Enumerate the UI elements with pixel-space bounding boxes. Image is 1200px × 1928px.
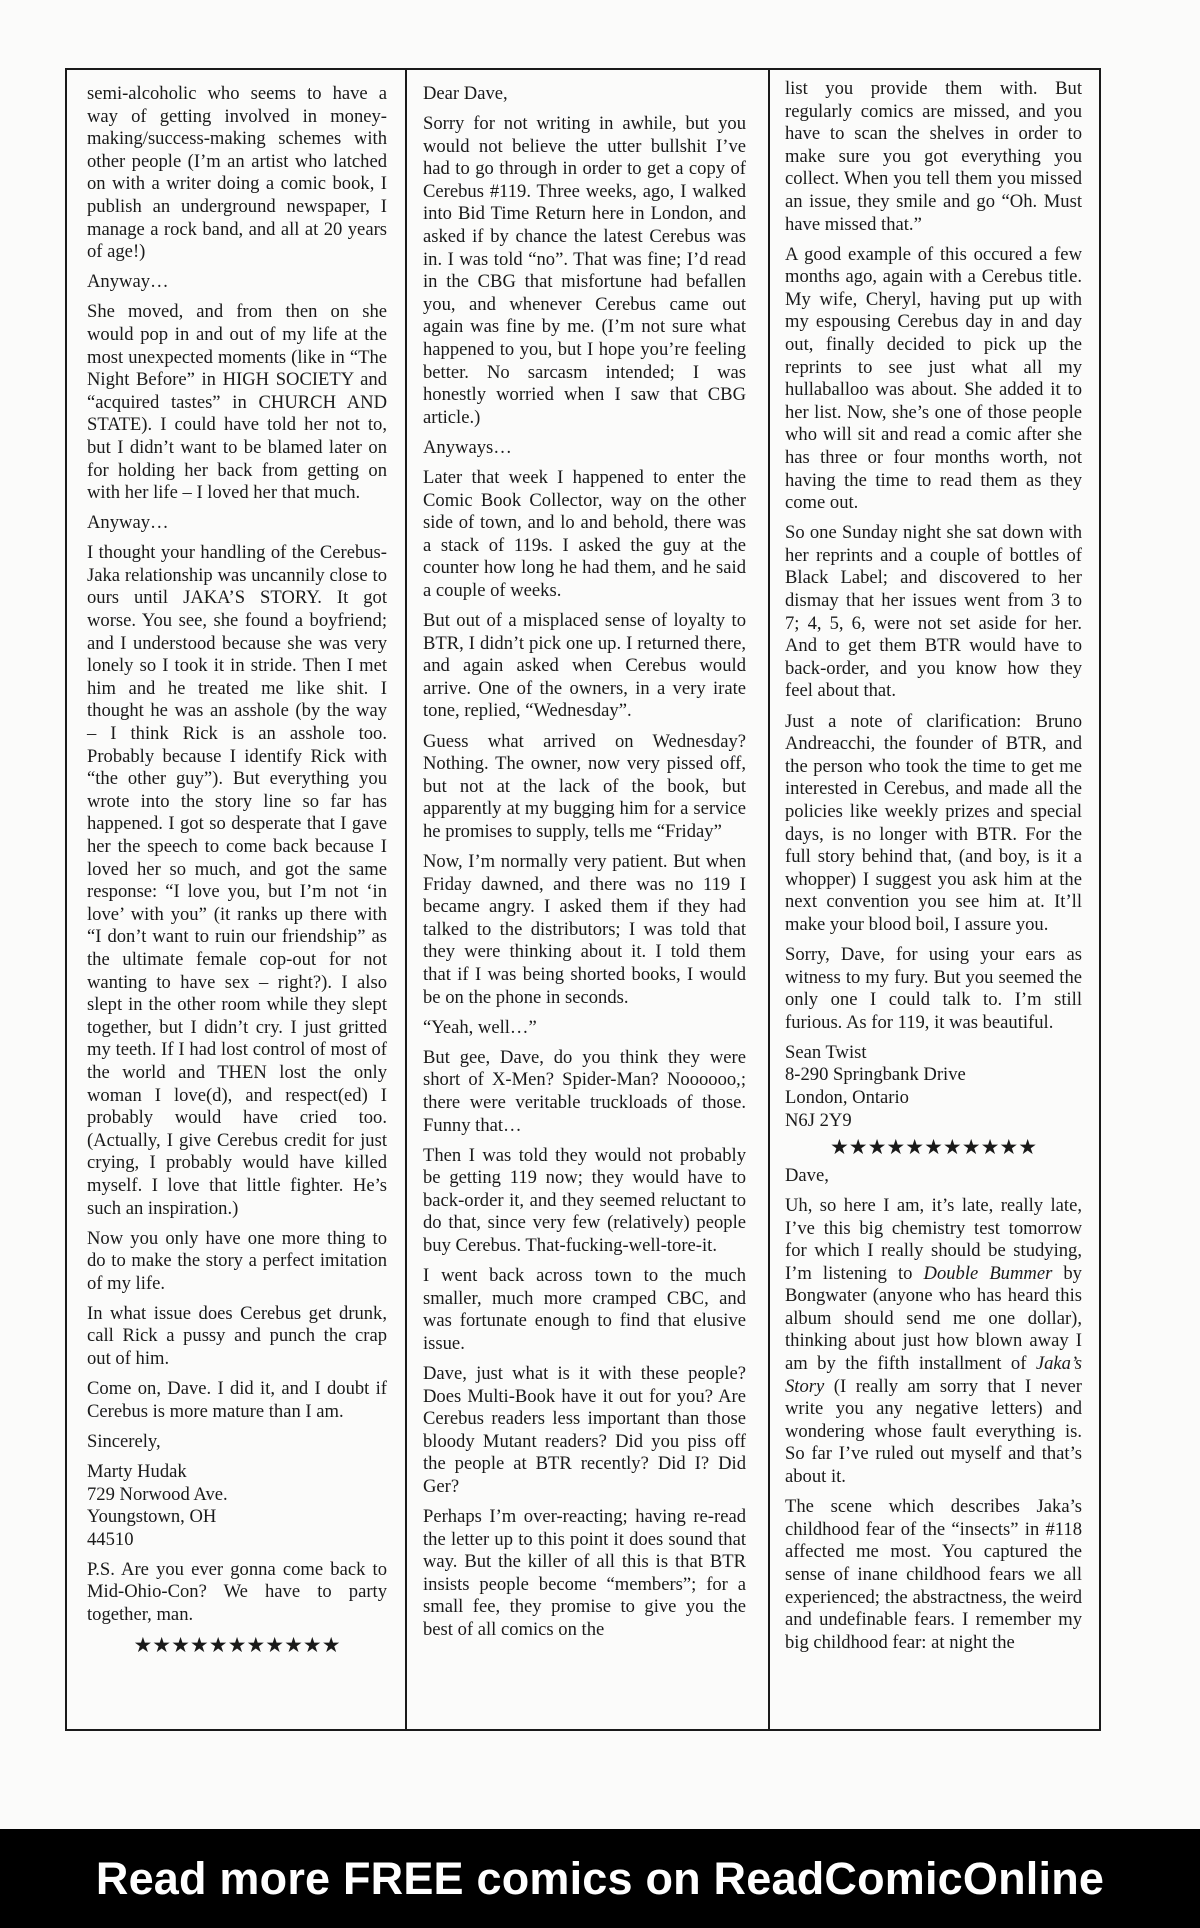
letter-paragraph: Anyway… <box>87 271 169 293</box>
column-divider <box>405 68 407 1731</box>
letter-paragraph: Sorry for not writing in awhile, but you would not believe the utter bullshit I’ve had to go through in order to get a copy of Cerebus #119. Three weeks, ago, I walked into Bid Time Return here in London, and asked if by chance the latest Cerebus was in. I was told “no”. That was fine; I’d read in the CBG that misfortune had befallen you, and whenever Cerebus came out again was fine by me. (I’m not sure what happened to you, but I hope you’re feeling better. No sarcasm intended; I was honestly worried when I saw that CBG article.) <box>423 113 746 428</box>
letter-paragraph: I went back across town to the much smaller, much more cramped CBC, and was fortunate enough to find that elusive issue. <box>423 1265 746 1354</box>
letter-paragraph: Dave, just what is it with these people? Does Multi-Book have it out for you? Are Cerebus readers less important than those bloody Mutant readers? Did you piss off the people at BTR recently? Did I? Did Ger? <box>423 1362 746 1497</box>
album-title: Double Bummer <box>923 1262 1053 1284</box>
letter-paragraph <box>785 1195 1082 1489</box>
letter-paragraph: I thought your handling of the Cerebus-Jaka relationship was uncannily close to ours until JAKA’S STORY. It got worse. You see, she found a boyfriend; and I understood because she was very lonely so I took it in stride. Then I met him and he treated me like shit. I thought he was an asshole (by the way – I think Rick is an asshole too. Probably because I identify Rick with “the other guy”). But everything you wrote into the story line so far has happened. I got so desperate that I gave her the speech to come back because I loved her so much, and got the same response: “I love you, but I’m not ‘in love’ with you” (it ranks up there with “I don’t want to ruin our friendship” as the ultimate female cop-out for not wanting to have sex – right?). I also slept in the other room while they slept together, but I didn’t cry. I just gritted my teeth. If I had lost control of most of the world and THEN lost the only woman I love(d), and respect(ed) I probably would have cried too. (Actually, I give Cerebus credit for just crying, I probably would have killed myself. I love that little fighter. He’s such an inspiration.) <box>87 542 387 1219</box>
signature-name: Sean Twist <box>785 1041 867 1063</box>
letter-paragraph: But out of a misplaced sense of loyalty to BTR, I didn’t pick one up. I returned there, and again asked when Cerebus would arrive. One of the owners, in a very irate tone, replied, “Wednesday”. <box>423 610 746 722</box>
letter-paragraph: Sorry, Dave, for using your ears as witness to my fury. But you seemed the only one I could talk to. I’m still furious. As for 119, it was beautiful. <box>785 943 1082 1033</box>
letter-paragraph: The scene which describes Jaka’s childhood fear of the “insects” in #118 affected me most. You captured the sense of inane childhood fears we all experienced; the abstractness, the weird and undefinable fears. I remember my big childhood fear: at night the <box>785 1496 1082 1653</box>
promo-banner-text[interactable]: Read more FREE comics on ReadComicOnline <box>95 1852 1105 1904</box>
letter-closing: Sincerely, <box>87 1430 161 1452</box>
signature-block <box>87 1461 387 1551</box>
signature-city: Youngstown, OH <box>87 1506 217 1528</box>
signature-city: London, Ontario <box>785 1087 909 1109</box>
signature-address: 8-290 Springbank Drive <box>785 1064 966 1086</box>
letter-paragraph: She moved, and from then on she would pop in and out of my life at the most unexpected moments (like in “The Night Before” in HIGH SOCIETY and “acquired tastes” in CHURCH AND STATE). I could have told her not to, but I didn’t want to be blamed later on for holding her back from getting on with her life – I loved her that much. <box>87 301 387 504</box>
letter-paragraph: Perhaps I’m over-reacting; having re-read the letter up to this point it does sound that way. But the killer of all this is that BTR insists people become “members”; for a small fee, they promise to give you the best of all comics on the <box>423 1506 746 1640</box>
letter-paragraph: Anyway… <box>87 512 169 534</box>
letter-paragraph: But gee, Dave, do you think they were short of X-Men? Spider-Man? Noooooo,; there were veritable truckloads of those. Funny that… <box>423 1046 746 1136</box>
letter-greeting: Dear Dave, <box>423 83 508 104</box>
letter-paragraph: So one Sunday night she sat down with her reprints and a couple of bottles of Black Label; and discovered to her dismay that her issues went from 3 to 7; 4, 5, 6, were not set aside for her. And to get them BTR would have to back-order, and you know how they feel about that. <box>785 522 1082 702</box>
star-separator: ★★★★★★★★★★★ <box>829 1135 1038 1160</box>
promo-banner[interactable] <box>0 1829 1200 1928</box>
postscript: P.S. Are you ever gonna come back to Mid-Ohio-Con? We have to party together, man. <box>87 1558 387 1625</box>
letter-paragraph: Guess what arrived on Wednesday? Nothing. The owner, now very pissed off, but not at the lack of the book, but apparently at my bugging him for a service he promises to supply, tells me “Friday” <box>423 730 746 842</box>
letter-paragraph: Just a note of clarification: Bruno Andreacchi, the founder of BTR, and the person who took the time to get me interested in Cerebus, and made all the policies like weekly prizes and special days, is no longer with BTR. For the full story behind that, (and boy, is it a whopper) I suggest you ask him at the next convention you see him at. It’ll make your blood boil, I assure you. <box>785 710 1082 935</box>
letter-paragraph: list you provide them with. But regularly comics are missed, and you have to scan the shelves in order to make sure you got everything you collect. When you tell them you missed an issue, they smile and go “Oh. Must have missed that.” <box>785 78 1082 235</box>
signature-name: Marty Hudak <box>87 1460 187 1482</box>
letter-paragraph: semi-alcoholic who seems to have a way of getting involved in money-making/success-making schemes with other people (I’m an artist who latched on with a writer doing a comic book, I publish an underground newspaper, I manage a rock band, and all at 20 years of age!) <box>87 83 387 263</box>
letter-paragraph: Anyways… <box>423 436 512 458</box>
letter-paragraph: “Yeah, well…” <box>423 1016 537 1038</box>
letter-paragraph: Later that week I happened to enter the Comic Book Collector, way on the other side of town, and lo and behold, there was a stack of 119s. I asked the guy at the counter how long he had them, and he said a couple of weeks. <box>423 467 746 601</box>
signature-postal-code: N6J 2Y9 <box>785 1109 852 1131</box>
letter-greeting: Dave, <box>785 1164 829 1186</box>
letter-paragraph: Then I was told they would not probably be getting 119 now; they would have to back-order it, and they seemed reluctant to do that, since very few (relatively) people buy Cerebus. That-fucking-well-tore-it. <box>423 1144 746 1256</box>
column-divider <box>768 68 770 1731</box>
column-2 <box>423 83 746 1649</box>
signature-address: 729 Norwood Ave. <box>87 1483 228 1505</box>
star-separator: ★★★★★★★★★★★ <box>133 1633 341 1658</box>
signature-block <box>785 1042 1082 1132</box>
signature-zip: 44510 <box>87 1528 134 1550</box>
letter-paragraph: In what issue does Cerebus get drunk, call Rick a pussy and punch the crap out of him. <box>87 1302 387 1370</box>
column-1 <box>87 83 387 1663</box>
letter-paragraph: A good example of this occured a few months ago, again with a Cerebus title. My wife, Cheryl, having put up with my espousing Cerebus day in and day out, finally decided to pick up the reprints to see just what all my hullaballoo was about. She added it to her list. Now, she’s one of those people who will sit and read a comic after she has three or four months worth, not having the time to read them as they come out. <box>785 243 1082 514</box>
letter-paragraph: Now you only have one more thing to do to make the story a perfect imitation of my life. <box>87 1227 387 1294</box>
text-segment: (I really am sorry that I never write you any negative letters) and wondering whose fault everything is. So far I’ve ruled out myself and that’s about it. <box>785 1375 1082 1488</box>
text-segment: Uh, so here I am, it’s late, really late, I’ve this big chemistry test tomorrow for which I really should be studying, I’m listening to <box>785 1194 1082 1284</box>
column-3 <box>785 78 1082 1662</box>
text-segment: by Bongwater (anyone who has heard this album should send me one dollar), thinking about just how blown away I am by the fifth installment of <box>785 1262 1082 1375</box>
story-title: Jaka’s Story <box>785 1353 1082 1397</box>
letter-paragraph: Now, I’m normally very patient. But when Friday dawned, and there was no 119 I became angry. I asked them if they had talked to the distributors; I was told that they were thinking about it. I told them that if I was being shorted books, I would be on the phone in seconds. <box>423 851 746 1008</box>
letter-paragraph: Come on, Dave. I did it, and I doubt if Cerebus is more mature than I am. <box>87 1378 387 1422</box>
